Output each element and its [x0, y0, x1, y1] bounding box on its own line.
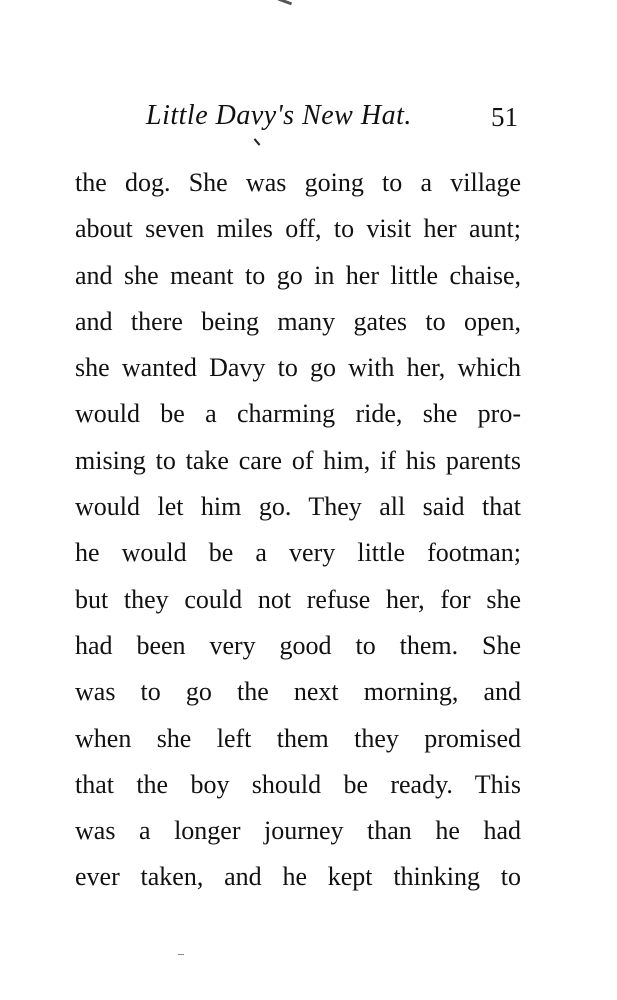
text-line: was to go the next morning, and	[75, 677, 521, 707]
scan-mark	[278, 0, 292, 5]
text-line: but they could not refuse her, for she	[75, 584, 521, 614]
running-head	[0, 100, 617, 140]
text-line: that the boy should be ready. This	[75, 769, 521, 799]
text-line: mising to take care of him, if his parents	[75, 445, 521, 475]
text-line: was a longer journey than he had	[75, 816, 521, 846]
text-line: ever taken, and he kept thinking to	[75, 862, 521, 892]
text-line: and she meant to go in her little chaise,	[75, 260, 521, 290]
text-line: would let him go. They all said that	[75, 492, 521, 522]
text-line: he would be a very little footman;	[75, 538, 521, 568]
body-text	[75, 160, 521, 901]
text-line: had been very good to them. She	[75, 630, 521, 660]
page-number: 51	[491, 102, 518, 132]
text-line: and there being many gates to open,	[75, 306, 521, 336]
text-line: about seven miles off, to visit her aunt;	[75, 214, 521, 244]
text-line: would be a charming ride, she pro-	[75, 399, 521, 429]
text-line: when she left them they promised	[75, 723, 521, 753]
text-line: the dog. She was going to a village	[75, 168, 521, 197]
running-title: Little Davy's New Hat.	[146, 100, 412, 131]
scan-mark	[178, 954, 184, 955]
text-line: she wanted Davy to go with her, which	[75, 353, 521, 383]
